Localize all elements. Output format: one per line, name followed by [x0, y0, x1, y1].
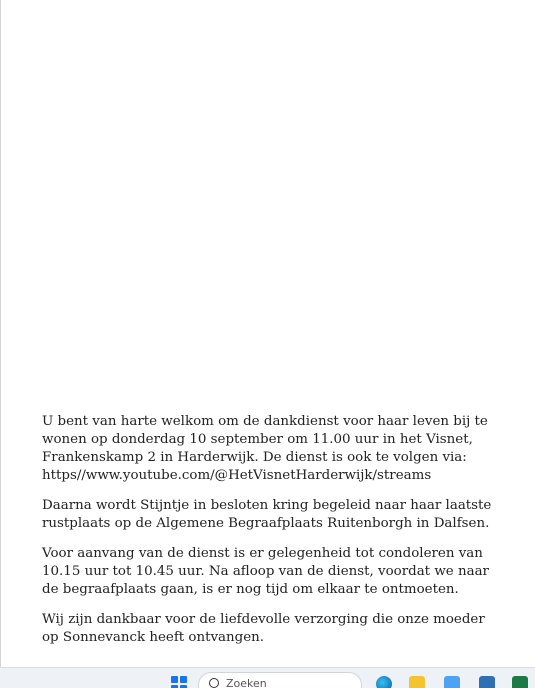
photos-icon[interactable]	[444, 676, 460, 688]
search-placeholder: Zoeken	[226, 677, 267, 688]
paragraph-welcome: U bent van harte welkom om de dankdienst voor haar leven bij te wonen op donderdag 10 september om 11.00 uur in het Visnet, Frankenskamp 2 in Harderwijk. De dienst is ook te volgen via: https//www.youtube.com/@HetVisnetHarderwijk/streams	[42, 414, 488, 483]
paragraph-burial: Daarna wordt Stijntje in besloten kring begeleid naar haar laatste rustplaats op de Algemene Begraafplaats Ruitenborgh in Dalfsen.	[42, 498, 492, 531]
edge-browser-icon[interactable]	[376, 676, 392, 688]
paragraph-condolences: Voor aanvang van de dienst is er gelegenheid tot condoleren van 10.15 uur tot 10.45 uur. Na afloop van de dienst, voordat we naar de begraafplaats gaan, is er nog tijd om elkaar te ontmoeten.	[42, 546, 489, 597]
search-icon	[209, 678, 219, 688]
taskbar-search-input[interactable]	[198, 672, 362, 688]
calculator-icon[interactable]	[479, 676, 495, 688]
file-explorer-icon[interactable]	[409, 676, 425, 688]
taskbar	[0, 667, 535, 688]
paragraph-thanks: Wij zijn dankbaar voor de liefdevolle verzorging die onze moeder op Sonnevanck heeft ontvangen.	[42, 612, 485, 645]
excel-icon[interactable]	[512, 676, 528, 688]
document-body	[42, 413, 497, 659]
windows-start-icon[interactable]	[171, 676, 187, 688]
